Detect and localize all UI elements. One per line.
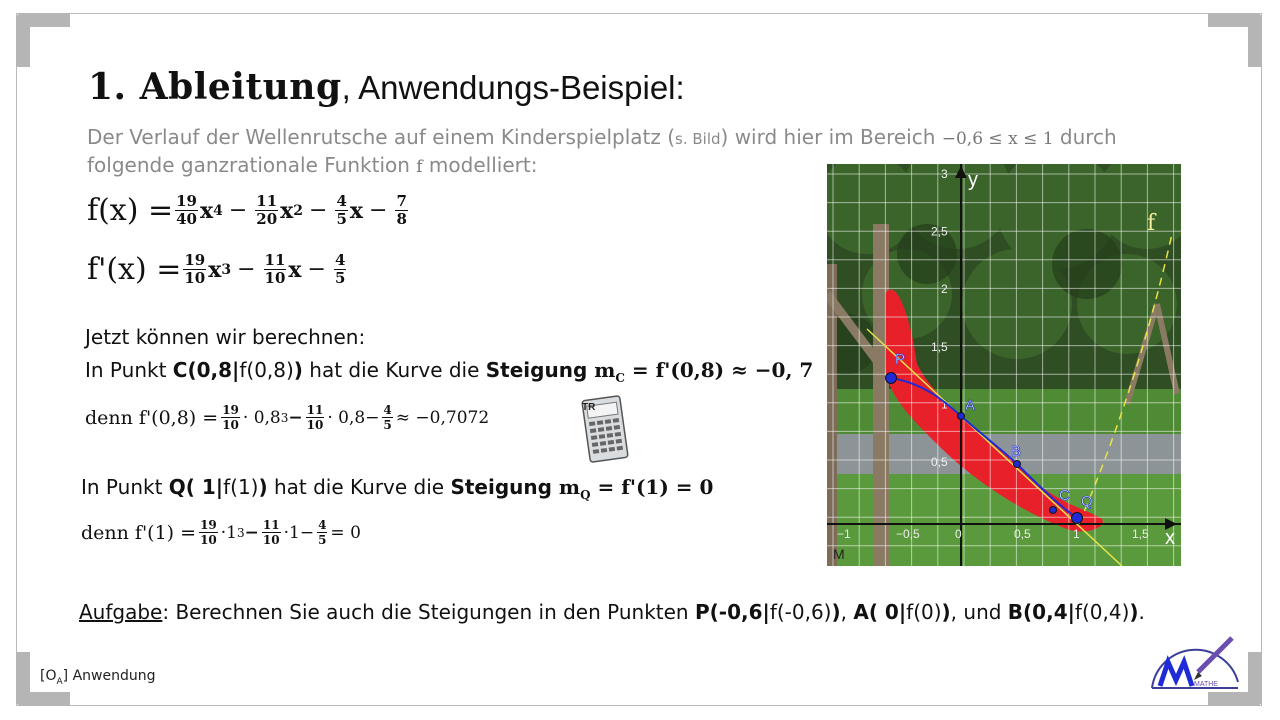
- c-msub: C: [615, 371, 625, 385]
- point-c-line: [85, 358, 813, 385]
- point-q-line: [81, 475, 713, 502]
- c-close: ): [293, 358, 303, 382]
- frac-num: 4: [383, 403, 392, 417]
- task-point: B(0,4|: [1007, 600, 1075, 624]
- point-q-calc: [81, 518, 361, 547]
- title-bold: 1. Ableitung: [88, 66, 342, 108]
- fp-lhs: f'(x) =: [87, 252, 182, 287]
- intro-part: durch folgende ganzrationale Funktion: [87, 125, 1117, 177]
- q-mid: hat die Kurve die: [267, 475, 451, 499]
- c-mid: hat die Kurve die: [302, 358, 486, 382]
- point-label: Q: [1081, 493, 1093, 510]
- task-arg: f(0): [906, 600, 942, 624]
- c-arg: f(0,8): [239, 358, 294, 382]
- frac-den: 10: [264, 269, 286, 287]
- x-tick-label: 1,5: [1132, 527, 1149, 541]
- task-label: Aufgabe: [79, 600, 163, 624]
- curve-point: [1014, 461, 1021, 468]
- frac-num: 11: [262, 518, 280, 532]
- intro-fname: f: [416, 157, 423, 177]
- frac-den: 10: [200, 533, 217, 547]
- y-tick-label: 1,5: [931, 339, 948, 354]
- calc-pre: denn f'(0,8) =: [85, 406, 219, 429]
- task-close: ): [1129, 600, 1139, 624]
- frac-den: 10: [222, 418, 239, 432]
- c-steigung: Steigung: [485, 358, 588, 382]
- f-var: x: [280, 197, 294, 224]
- task-arg: f(-0,6): [769, 600, 832, 624]
- calc-exp: 3: [237, 525, 245, 540]
- curve-point: [1072, 513, 1083, 524]
- frac-num: 11: [264, 251, 286, 269]
- corner-decoration: [16, 13, 70, 67]
- frac-num: 4: [318, 518, 327, 532]
- calc-op: −: [288, 407, 303, 428]
- calc-mid: ·1−: [283, 522, 315, 543]
- x-axis-label: x: [1165, 527, 1175, 549]
- f-exp: 4: [213, 202, 223, 219]
- fraction: [264, 252, 287, 287]
- curve-point: [1050, 507, 1057, 514]
- fraction: [382, 403, 392, 432]
- task-part: : Berechnen Sie auch die Steigungen in den Punkten: [162, 600, 695, 624]
- footer-rest: ] Anwendung: [62, 668, 156, 684]
- wooden-post: [873, 224, 889, 566]
- q-eq: = f'(1) = 0: [590, 475, 714, 499]
- intro-ref: s. Bild: [675, 130, 721, 148]
- task-part: ,: [840, 600, 854, 624]
- c-pre: In Punkt: [85, 358, 173, 382]
- footer-o: [O: [40, 668, 57, 684]
- q-steigung: Steigung: [450, 475, 552, 499]
- slide-graph-photo: [827, 164, 1181, 566]
- q-msub: Q: [580, 488, 591, 502]
- task-arg: f(0,4): [1074, 600, 1130, 624]
- fp-var: x: [288, 256, 302, 283]
- fp-op: −: [237, 257, 256, 282]
- y-axis-label: y: [968, 169, 978, 191]
- task-point: A( 0|: [853, 600, 907, 624]
- frac-den: 10: [262, 533, 280, 547]
- frac-den: 5: [334, 269, 346, 287]
- frac-den: 5: [336, 210, 347, 228]
- footer-label: [40, 668, 155, 687]
- x-tick-label: 0,5: [1014, 527, 1031, 541]
- f-exp: 2: [293, 202, 304, 219]
- calc-exp: 3: [280, 410, 289, 425]
- y-tick-label: 2: [941, 282, 948, 297]
- calc-mid: ·1: [220, 522, 237, 543]
- fp-exp: 3: [221, 261, 232, 278]
- calculator-icon: [580, 394, 630, 464]
- x-tick-label: 0: [955, 527, 962, 541]
- calc-op: −: [244, 522, 259, 543]
- frac-num: 11: [306, 403, 324, 417]
- corner-decoration: [1208, 13, 1262, 67]
- f-op: −: [369, 198, 388, 223]
- frac-den: 10: [184, 269, 206, 287]
- calc-result: ≈ −0,7072: [395, 407, 490, 428]
- f-lhs: f(x) =: [87, 193, 174, 228]
- frac-den: 40: [176, 210, 197, 228]
- calc-result: = 0: [330, 522, 361, 543]
- fraction: [335, 193, 347, 228]
- calc-mid: · 0,8−: [327, 407, 380, 428]
- task-point: P(-0,6|: [694, 600, 770, 624]
- fraction: [221, 403, 240, 432]
- footer-sub: A: [56, 676, 63, 687]
- fp-op: −: [307, 257, 326, 282]
- function-label: f: [1147, 211, 1156, 236]
- mathe-logo-icon: [1148, 632, 1242, 692]
- now-text: Jetzt können wir berechnen:: [85, 325, 366, 349]
- f-var: x: [199, 197, 214, 224]
- function-f: [87, 193, 410, 228]
- logo-text: MATHE: [1194, 681, 1218, 688]
- calc-mid: · 0,8: [242, 407, 281, 428]
- fp-var: x: [208, 256, 222, 283]
- fraction: [183, 252, 206, 287]
- f-op: −: [228, 198, 248, 223]
- frac-num: 4: [336, 192, 347, 210]
- c-eq: = f'(0,8) ≈ −0, 7: [624, 358, 814, 382]
- point-label: P: [895, 351, 906, 368]
- point-label: C: [1059, 487, 1070, 504]
- fraction: [255, 193, 278, 228]
- q-close: ): [258, 475, 268, 499]
- frac-num: 19: [176, 192, 197, 210]
- frac-num: 19: [222, 403, 239, 417]
- function-fprime: [87, 252, 348, 287]
- intro-part: modelliert:: [422, 153, 538, 177]
- frac-den: 5: [318, 533, 327, 547]
- photo-watermark: M: [833, 546, 845, 562]
- x-tick-label: −0,5: [896, 527, 920, 541]
- frac-den: 10: [306, 418, 324, 432]
- intro-part: Der Verlauf der Wellenrutsche auf einem Kinderspielplatz (: [87, 125, 676, 149]
- frac-num: 4: [334, 251, 346, 269]
- point-label: A: [965, 397, 976, 414]
- frac-num: 19: [200, 518, 217, 532]
- x-tick-label: −1: [837, 527, 851, 541]
- frac-num: 7: [396, 192, 407, 210]
- calculator-label: TR: [582, 402, 596, 413]
- frac-num: 11: [256, 192, 278, 210]
- point-label: B: [1011, 443, 1022, 460]
- slide-title: [88, 66, 685, 108]
- calc-pre: denn f'(1) =: [81, 521, 197, 544]
- fraction: [334, 252, 346, 287]
- c-m: m: [587, 358, 616, 382]
- y-tick-label: 0,5: [931, 455, 948, 469]
- frac-den: 5: [383, 418, 392, 432]
- task-part: .: [1138, 600, 1145, 624]
- x-tick-label: 1: [1073, 527, 1080, 541]
- intro-range: −0,6 ≤ x ≤ 1: [941, 129, 1054, 149]
- f-var: x: [349, 197, 364, 224]
- y-tick-label: 3: [941, 167, 948, 181]
- q-pre: In Punkt: [81, 475, 169, 499]
- q-arg: f(1): [223, 475, 259, 499]
- fraction: [262, 518, 281, 547]
- y-tick-label: 2,5: [931, 224, 948, 239]
- fraction: [395, 193, 407, 228]
- frac-den: 20: [256, 210, 278, 228]
- fraction: [306, 403, 325, 432]
- task-part: , und: [950, 600, 1008, 624]
- frac-den: 8: [396, 210, 407, 228]
- task-close: ): [941, 600, 951, 624]
- q-m: m: [551, 475, 581, 499]
- fraction: [199, 518, 218, 547]
- c-point: C(0,8|: [172, 358, 240, 382]
- frac-num: 19: [184, 251, 206, 269]
- intro-part: ) wird hier im Bereich: [720, 125, 942, 149]
- y-tick-label: 1: [941, 397, 948, 412]
- title-rest: , Anwendungs-Beispiel:: [341, 69, 685, 106]
- q-point: Q( 1|: [168, 475, 224, 499]
- task-close: ): [831, 600, 841, 624]
- task-text: [79, 600, 1145, 624]
- fraction: [317, 518, 327, 547]
- curve-point: [958, 413, 965, 420]
- f-op: −: [309, 198, 328, 223]
- point-c-calc: [85, 403, 489, 432]
- fraction: [175, 193, 198, 228]
- curve-point: [886, 373, 897, 384]
